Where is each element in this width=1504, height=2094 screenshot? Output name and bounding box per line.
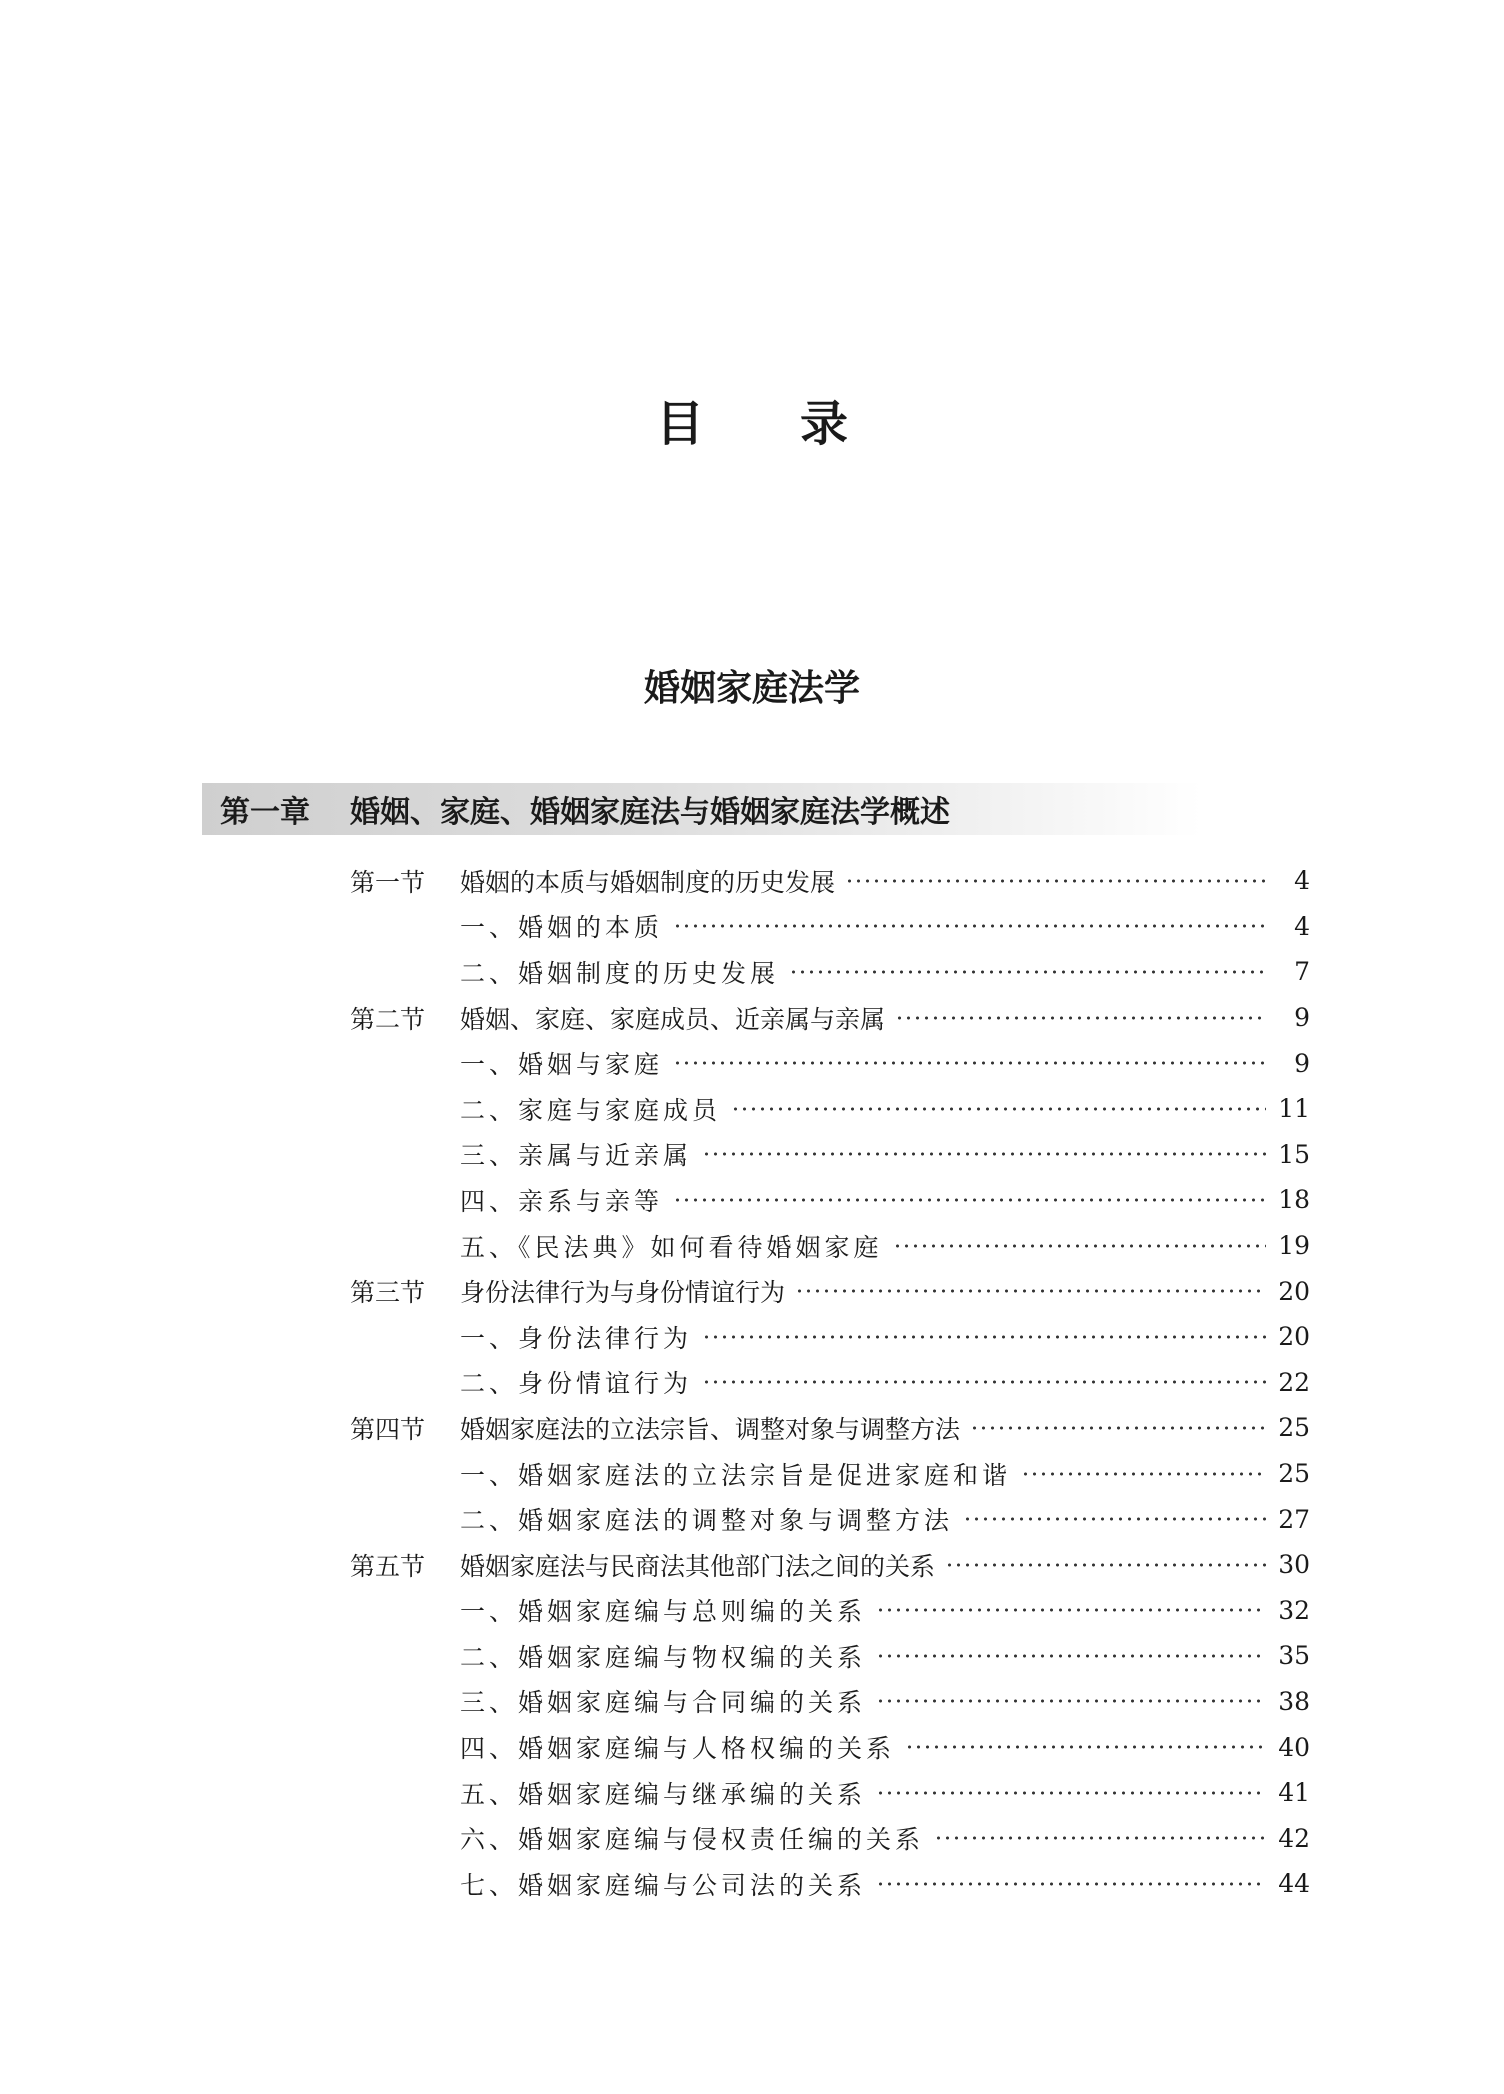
toc-subsection-entry[interactable] [350, 1132, 1310, 1178]
chapter-heading[interactable] [202, 783, 1202, 835]
entry-title: 婚姻的本质与婚姻制度的历史发展 [460, 867, 836, 897]
page-number: 42 [1278, 1823, 1310, 1853]
dot-leader [895, 1011, 1266, 1025]
dot-leader [673, 919, 1266, 933]
chapter-number: 第一章 [220, 795, 310, 830]
section-label: 第三节 [350, 1278, 426, 1308]
entry-title: 二、婚姻制度的历史发展 [460, 958, 780, 988]
toc-subsection-entry[interactable] [350, 1177, 1310, 1223]
toc-subsection-entry[interactable] [350, 1314, 1310, 1360]
dot-leader [702, 1330, 1266, 1344]
entry-title: 一、婚姻的本质 [460, 913, 664, 943]
dot-leader [1021, 1467, 1266, 1481]
toc-subsection-entry[interactable] [350, 1360, 1310, 1406]
dot-leader [673, 1056, 1266, 1070]
toc-subsection-entry[interactable] [350, 1223, 1310, 1269]
section-label: 第四节 [350, 1414, 426, 1444]
entry-title: 一、婚姻家庭法的立法宗旨是促进家庭和谐 [460, 1460, 1012, 1490]
dot-leader [702, 1375, 1266, 1389]
entry-title: 二、家庭与家庭成员 [460, 1095, 722, 1125]
dot-leader [789, 965, 1266, 979]
toc-section-entry[interactable] [350, 995, 1310, 1041]
entry-title: 二、身份情谊行为 [460, 1369, 693, 1399]
toc-subsection-entry[interactable] [350, 1679, 1310, 1725]
page-number: 22 [1278, 1367, 1310, 1397]
page-number: 4 [1294, 911, 1310, 941]
entry-title: 六、婚姻家庭编与侵权责任编的关系 [460, 1825, 925, 1855]
page-number: 15 [1278, 1139, 1310, 1169]
page-number: 9 [1294, 1003, 1310, 1033]
entry-title: 二、婚姻家庭法的调整对象与调整方法 [460, 1506, 954, 1536]
page-number: 20 [1278, 1322, 1310, 1352]
page-number: 27 [1278, 1504, 1310, 1534]
toc-section-entry[interactable] [350, 1405, 1310, 1451]
dot-leader [876, 1877, 1266, 1891]
dot-leader [970, 1421, 1266, 1435]
entry-title: 婚姻家庭法与民商法其他部门法之间的关系 [460, 1551, 936, 1581]
entry-title: 三、亲属与近亲属 [460, 1141, 693, 1171]
dot-leader [905, 1740, 1266, 1754]
toc-subsection-entry[interactable] [350, 1451, 1310, 1497]
section-label: 第五节 [350, 1551, 426, 1581]
dot-leader [673, 1193, 1266, 1207]
dot-leader [876, 1603, 1266, 1617]
toc-subsection-entry[interactable] [350, 949, 1310, 995]
toc-section-entry[interactable] [350, 1542, 1310, 1588]
dot-leader [731, 1102, 1266, 1116]
dot-leader [963, 1512, 1266, 1526]
page-number: 25 [1278, 1459, 1310, 1489]
page-title: 目 录 [655, 396, 848, 452]
dot-leader [876, 1649, 1266, 1663]
dot-leader [845, 874, 1266, 888]
entry-title: 婚姻家庭法的立法宗旨、调整对象与调整方法 [460, 1414, 961, 1444]
page-number: 7 [1294, 957, 1310, 987]
section-label: 第一节 [350, 867, 426, 897]
toc-subsection-entry[interactable] [350, 1588, 1310, 1634]
page-number: 20 [1278, 1276, 1310, 1306]
page-number: 11 [1278, 1094, 1310, 1124]
page-number: 38 [1278, 1686, 1310, 1716]
page-number: 41 [1278, 1778, 1310, 1808]
toc-subsection-entry[interactable] [350, 904, 1310, 950]
page-number: 44 [1278, 1869, 1310, 1899]
toc-subsection-entry[interactable] [350, 1770, 1310, 1816]
entry-title: 婚姻、家庭、家庭成员、近亲属与亲属 [460, 1004, 886, 1034]
dot-leader [945, 1558, 1266, 1572]
entry-title: 四、亲系与亲等 [460, 1186, 664, 1216]
page-number: 19 [1278, 1231, 1310, 1261]
toc-subsection-entry[interactable] [350, 1496, 1310, 1542]
toc-section-entry[interactable] [350, 858, 1310, 904]
entry-title: 一、婚姻家庭编与总则编的关系 [460, 1597, 867, 1627]
section-label: 第二节 [350, 1004, 426, 1034]
entry-title: 一、身份法律行为 [460, 1323, 693, 1353]
entry-title: 七、婚姻家庭编与公司法的关系 [460, 1870, 867, 1900]
table-of-contents [350, 858, 1310, 1907]
toc-subsection-entry[interactable] [350, 1861, 1310, 1907]
entry-title: 五、婚姻家庭编与继承编的关系 [460, 1779, 867, 1809]
page-number: 4 [1294, 866, 1310, 896]
dot-leader [876, 1786, 1266, 1800]
entry-title: 身份法律行为与身份情谊行为 [460, 1278, 786, 1308]
dot-leader [876, 1694, 1266, 1708]
page-number: 40 [1278, 1732, 1310, 1762]
dot-leader [893, 1239, 1266, 1253]
page-number: 9 [1294, 1048, 1310, 1078]
entry-title: 四、婚姻家庭编与人格权编的关系 [460, 1734, 896, 1764]
page-number: 30 [1278, 1550, 1310, 1580]
toc-subsection-entry[interactable] [350, 1086, 1310, 1132]
entry-title: 三、婚姻家庭编与合同编的关系 [460, 1688, 867, 1718]
page-number: 35 [1278, 1641, 1310, 1671]
toc-section-entry[interactable] [350, 1268, 1310, 1314]
toc-subsection-entry[interactable] [350, 1815, 1310, 1861]
dot-leader [795, 1284, 1266, 1298]
toc-subsection-entry[interactable] [350, 1040, 1310, 1086]
page-number: 25 [1278, 1413, 1310, 1443]
entry-title: 五、《民法典》如何看待婚姻家庭 [460, 1232, 883, 1262]
page-number: 32 [1278, 1595, 1310, 1625]
book-title: 婚姻家庭法学 [643, 668, 860, 709]
toc-subsection-entry[interactable] [350, 1633, 1310, 1679]
dot-leader [934, 1831, 1266, 1845]
page-number: 18 [1278, 1185, 1310, 1215]
entry-title: 一、婚姻与家庭 [460, 1050, 664, 1080]
dot-leader [702, 1147, 1266, 1161]
chapter-title: 婚姻、家庭、婚姻家庭法与婚姻家庭法学概述 [350, 795, 950, 830]
toc-subsection-entry[interactable] [350, 1724, 1310, 1770]
entry-title: 二、婚姻家庭编与物权编的关系 [460, 1642, 867, 1672]
